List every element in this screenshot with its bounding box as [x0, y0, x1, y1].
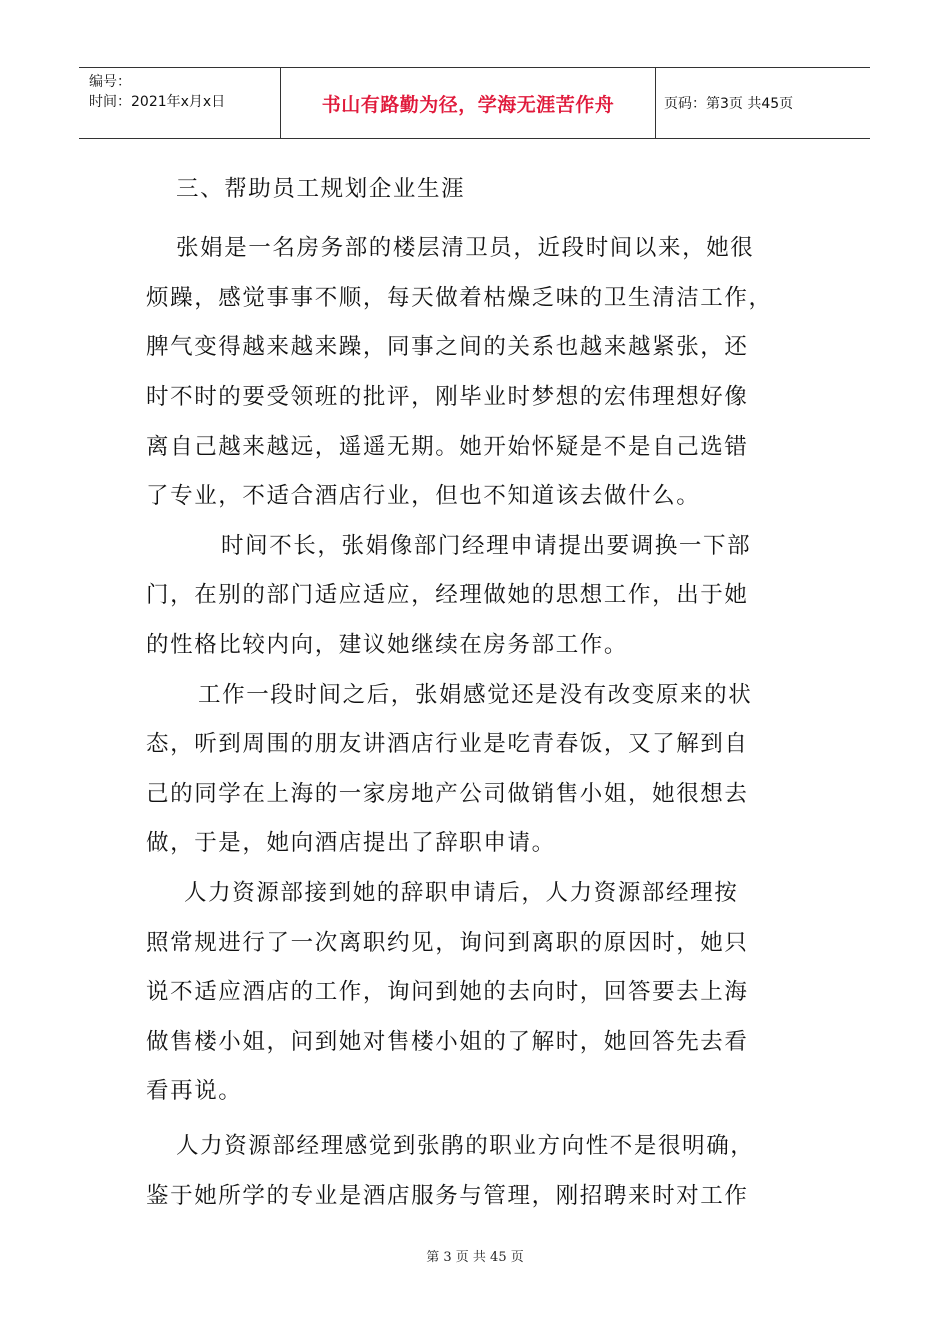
- page-header: [79, 67, 870, 139]
- body-line: 人力资源部经理感觉到张鹃的职业方向性不是很明确，: [176, 1133, 755, 1159]
- body-line: 己的同学在上海的一家房地产公司做销售小姐，她很想去: [146, 781, 749, 807]
- body-line: 做，于是，她向酒店提出了辞职申请。: [146, 830, 556, 856]
- section-heading: 三、帮助员工规划企业生涯: [176, 176, 466, 202]
- body-line: 脾气变得越来越来躁，同事之间的关系也越来越紧张，还: [146, 334, 749, 360]
- body-line: 离自己越来越远，遥遥无期。她开始怀疑是不是自己选错: [146, 434, 749, 460]
- header-meta: [79, 68, 281, 138]
- header-page-info: 页码：第3页 共45页: [664, 96, 794, 112]
- body-line: 态，听到周围的朋友讲酒店行业是吃青春饭，又了解到自: [146, 731, 749, 757]
- serial-label: 编号：: [89, 74, 131, 90]
- body-line: 鉴于她所学的专业是酒店服务与管理，刚招聘来时对工作: [146, 1183, 749, 1209]
- body-line: 人力资源部接到她的辞职申请后，人力资源部经理按: [184, 880, 739, 906]
- body-line: 时间不长，张娟像部门经理申请提出要调换一下部: [221, 533, 752, 559]
- body-line: 看再说。: [146, 1078, 243, 1104]
- body-line: 了专业，不适合酒店行业，但也不知道该去做什么。: [146, 483, 701, 509]
- page-footer: 第 3 页 共 45 页: [426, 1250, 524, 1265]
- body-line: 张娟是一名房务部的楼层清卫员，近段时间以来，她很: [176, 235, 755, 261]
- body-line: 做售楼小姐，问到她对售楼小姐的了解时，她回答先去看: [146, 1029, 749, 1055]
- body-line: 照常规进行了一次离职约见，询问到离职的原因时，她只: [146, 930, 749, 956]
- body-line: 的性格比较内向，建议她继续在房务部工作。: [146, 632, 629, 658]
- header-motto: 书山有路勤为径，学海无涯苦作舟: [281, 68, 656, 138]
- body-line: 门，在别的部门适应适应，经理做她的思想工作，出于她: [146, 582, 749, 608]
- body-line: 烦躁，感觉事事不顺，每天做着枯燥乏味的卫生清洁工作，: [146, 285, 773, 311]
- body-line: 时不时的要受领班的批评，刚毕业时梦想的宏伟理想好像: [146, 384, 749, 410]
- time-label: 时间：2021年x月x日: [89, 94, 226, 110]
- body-line: 说不适应酒店的工作，询问到她的去向时，回答要去上海: [146, 979, 749, 1005]
- body-line: 工作一段时间之后，张娟感觉还是没有改变原来的状: [198, 682, 753, 708]
